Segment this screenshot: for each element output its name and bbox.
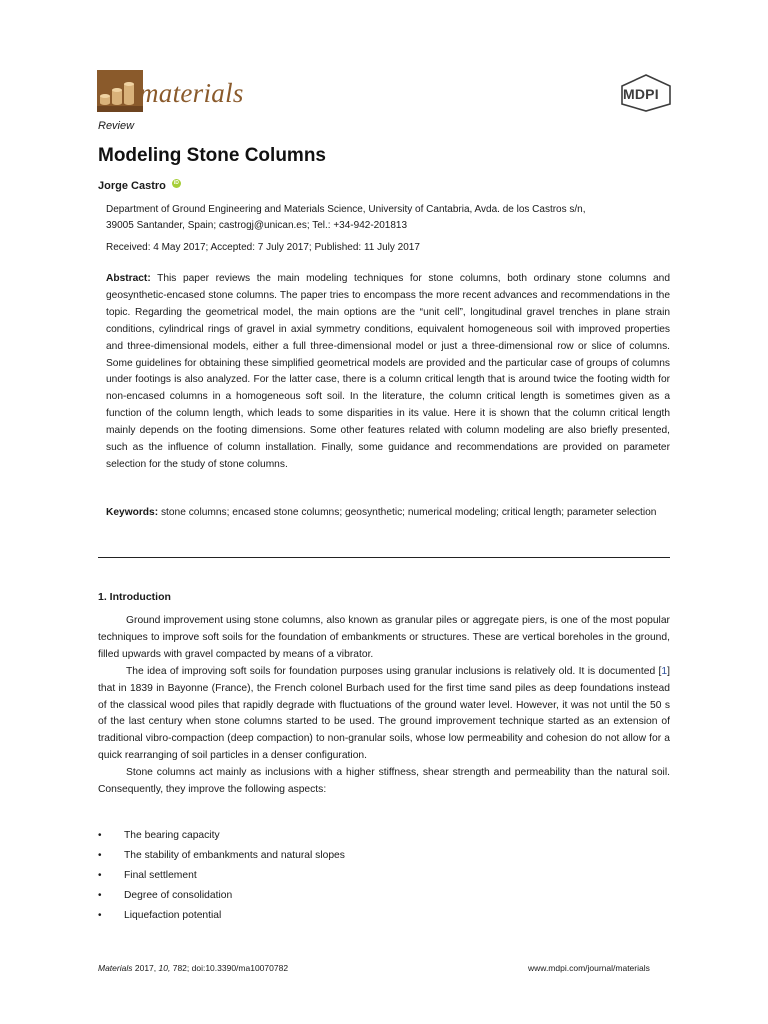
footer-year: 2017, — [134, 963, 157, 973]
list-item-text: Liquefaction potential — [124, 910, 222, 921]
abstract-label: Abstract: — [106, 273, 151, 284]
author-line — [98, 180, 181, 192]
introduction-body — [98, 613, 670, 799]
list-item — [98, 848, 670, 868]
keywords — [106, 505, 670, 522]
list-item — [98, 828, 670, 848]
article-type: Review — [98, 120, 135, 132]
affiliation — [106, 202, 666, 234]
footer-citation — [98, 963, 288, 973]
paragraph — [98, 664, 670, 765]
citation-link[interactable]: 1 — [661, 665, 668, 677]
section-divider — [98, 557, 670, 558]
bullet-list — [98, 828, 670, 928]
paragraph: Ground improvement using stone columns, also known as granular piles or aggregate piers, is one of the most popular techniques to improve soft soils for the foundation of embankments or structures. These are vertical boreholes in the ground, filled upwards with gravel compacted by means of a vibrator. — [98, 615, 670, 660]
list-item-text: The bearing capacity — [124, 830, 220, 841]
journal-logo — [97, 70, 297, 112]
list-item — [98, 888, 670, 908]
bullet-icon: • — [98, 890, 102, 901]
paragraph-text: The idea of improving soft soils for foundation purposes using granular inclusions is relatively old. It is documented [ — [126, 665, 662, 677]
footer-journal: Materials — [98, 963, 133, 973]
publication-dates: Received: 4 May 2017; Accepted: 7 July 2017; Published: 11 July 2017 — [106, 242, 420, 253]
bullet-icon: • — [98, 830, 102, 841]
keywords-text: stone columns; encased stone columns; geosynthetic; numerical modeling; critical length; parameter selection — [160, 507, 657, 518]
list-item — [98, 908, 670, 928]
abstract — [106, 271, 670, 474]
list-item-text: Degree of consolidation — [124, 890, 233, 901]
section-heading-introduction: 1. Introduction — [98, 591, 171, 603]
bullet-icon: • — [98, 910, 102, 921]
paragraph: Stone columns act mainly as inclusions with a higher stiffness, shear strength and permeability than the natural soil. Consequently, they improve the following aspects: — [98, 767, 670, 796]
footer-url[interactable]: www.mdpi.com/journal/materials — [528, 963, 650, 973]
list-item — [98, 868, 670, 888]
orcid-icon[interactable]: iD — [173, 179, 179, 186]
bullet-icon: • — [98, 870, 102, 881]
publisher-name: MDPI — [623, 86, 659, 102]
affiliation-line: 39005 Santander, Spain; castrogj@unican.es; Tel.: +34-942-201813 — [106, 220, 408, 231]
abstract-text: This paper reviews the main modeling techniques for stone columns, both ordinary stone columns and geosynthetic-encased stone columns. The paper tries to encompass the more recent advances and recommendations in the topic. Regarding the geometrical model, the main options are the “unit cell”, longitudinal gravel trenches in plane strain conditions, cylindrical rings of gravel in axial symmetry conditions, equivalent homogeneous soil with improved properties and three-dimensional models, either a full three-dimensional model or just a three-dimensional row or slice of columns. Some guidelines for obtaining these simplified geometrical models are provided and the particular case of groups of columns under footings is also analyzed. For the latter case, there is a column critical length that is around twice the footing width for non-encased columns in a homogeneous soft soil. In the literature, the column critical length is sometimes given as a function of the column length, which leads to some disparities in its value. Here it is shown that the column critical length mainly depends on the footing dimensions. Some other features related with column modeling are also briefly presented, such as the influence of column installation. Finally, some guidance and recommendations are provided on parameter selection for the study of stone columns. — [106, 273, 670, 470]
paper-title: Modeling Stone Columns — [98, 145, 326, 166]
list-item-text: Final settlement — [124, 870, 197, 881]
journal-name: materials — [139, 78, 244, 108]
publisher-logo — [620, 74, 672, 112]
footer-volume: 10, — [158, 963, 171, 973]
bullet-icon: • — [98, 850, 102, 861]
keywords-label: Keywords: — [106, 507, 159, 518]
stacked-columns-logo-icon — [97, 70, 143, 112]
list-item-text: The stability of embankments and natural slopes — [124, 850, 345, 861]
author-name[interactable]: Jorge Castro — [98, 180, 166, 192]
footer-doi[interactable]: 782; doi:10.3390/ma10070782 — [172, 963, 289, 973]
paragraph-text: ] that in 1839 in Bayonne (France), the French colonel Burbach used for the first time sand piles as deep foundations instead of the classical wood piles that rapidly degrade with fluctuations of the ground water level. However, it was not until the 50 s of the last century when stone columns started to be used. The ground improvement technique started as an extension of traditional vibro-compaction (deep compaction) to non-granular soils, whose low permeability and cohesion do not allow for a quick rearranging of soil particles in a denser configuration. — [98, 665, 670, 762]
affiliation-line: Department of Ground Engineering and Materials Science, University of Cantabria, Avda. de los Castros s/n, — [106, 204, 586, 215]
